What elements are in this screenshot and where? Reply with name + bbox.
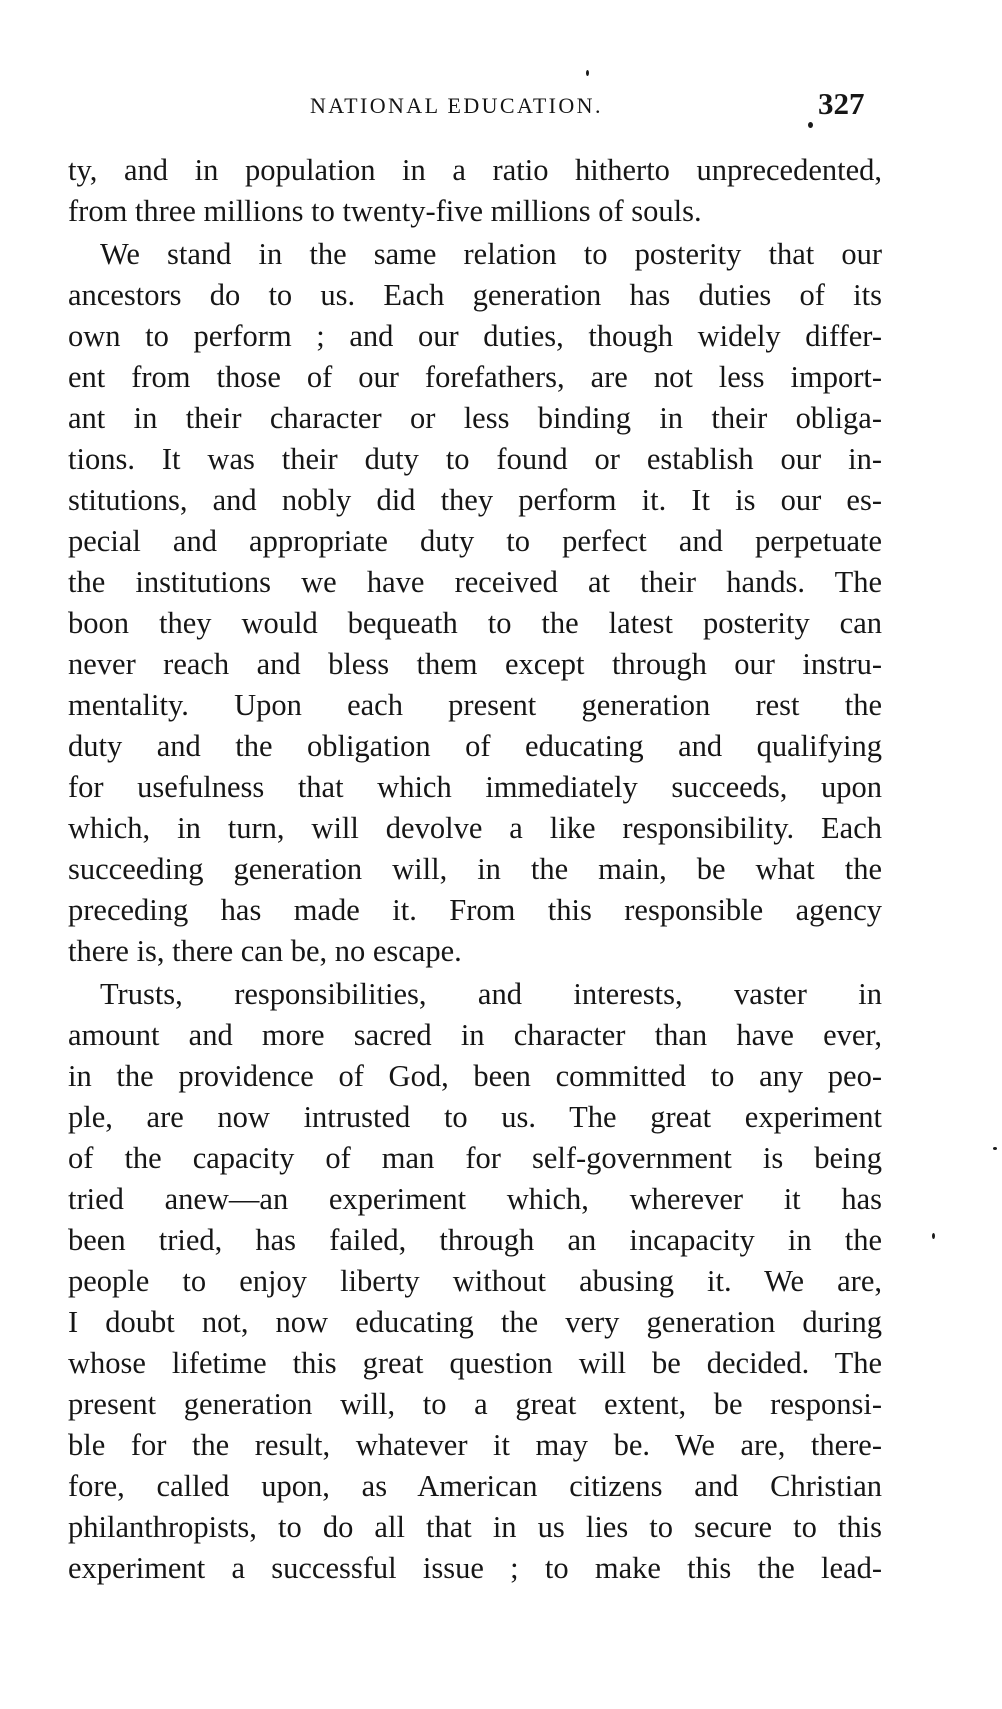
- text-line: own to perform ; and our duties, though widely differ-: [68, 319, 882, 353]
- text-line: never reach and bless them except through our instru-: [68, 647, 882, 681]
- text-line: boon they would bequeath to the latest posterity can: [68, 606, 882, 640]
- text-line: ble for the result, whatever it may be. We are, there-: [68, 1428, 882, 1462]
- text-line: tions. It was their duty to found or establish our in-: [68, 442, 882, 476]
- body-text: [68, 150, 882, 1589]
- text-line: tried anew—an experiment which, wherever it has: [68, 1182, 882, 1216]
- text-line: stitutions, and nobly did they perform it. It is our es-: [68, 483, 882, 517]
- text-line: We stand in the same relation to posterity that our: [100, 237, 882, 271]
- text-line: duty and the obligation of educating and qualifying: [68, 729, 882, 763]
- text-line: from three millions to twenty-five millions of souls.: [68, 194, 702, 228]
- page-number: 327: [818, 86, 865, 121]
- text-line: ent from those of our forefathers, are not less import-: [68, 360, 882, 394]
- text-line: fore, called upon, as American citizens and Christian: [68, 1469, 882, 1503]
- text-line: which, in turn, will devolve a like responsibility. Each: [68, 811, 882, 845]
- text-line: amount and more sacred in character than have ever,: [68, 1018, 882, 1052]
- ink-speck: [808, 122, 813, 128]
- text-line: mentality. Upon each present generation rest the: [68, 688, 882, 722]
- text-line: the institutions we have received at their hands. The: [68, 565, 882, 599]
- text-line: ple, are now intrusted to us. The great experiment: [68, 1100, 882, 1134]
- text-line: been tried, has failed, through an incapacity in the: [68, 1223, 882, 1257]
- text-line: preceding has made it. From this responsible agency: [68, 893, 882, 927]
- ink-speck: [993, 1147, 997, 1150]
- text-line: whose lifetime this great question will be decided. The: [68, 1346, 882, 1380]
- text-line: present generation will, to a great extent, be responsi-: [68, 1387, 882, 1421]
- text-line: people to enjoy liberty without abusing it. We are,: [68, 1264, 882, 1298]
- text-line: there is, there can be, no escape.: [68, 934, 462, 968]
- text-line: ty, and in population in a ratio hitherto unprecedented,: [68, 153, 882, 187]
- text-line: for usefulness that which immediately succeeds, upon: [68, 770, 882, 804]
- text-line: pecial and appropriate duty to perfect and perpetuate: [68, 524, 882, 558]
- text-line: ancestors do to us. Each generation has duties of its: [68, 278, 882, 312]
- text-line: in the providence of God, been committed to any peo-: [68, 1059, 882, 1093]
- text-line: of the capacity of man for self-government is being: [68, 1141, 882, 1175]
- text-line: I doubt not, now educating the very generation during: [68, 1305, 882, 1339]
- text-line: experiment a successful issue ; to make this the lead-: [68, 1551, 882, 1585]
- ink-speck: [932, 1233, 935, 1239]
- text-line: succeeding generation will, in the main, be what the: [68, 852, 882, 886]
- running-title: NATIONAL EDUCATION.: [310, 93, 603, 118]
- ink-speck: [586, 70, 589, 76]
- text-line: philanthropists, to do all that in us lies to secure to this: [68, 1510, 882, 1544]
- text-line: ant in their character or less binding in their obliga-: [68, 401, 882, 435]
- text-line: Trusts, responsibilities, and interests, vaster in: [100, 977, 882, 1011]
